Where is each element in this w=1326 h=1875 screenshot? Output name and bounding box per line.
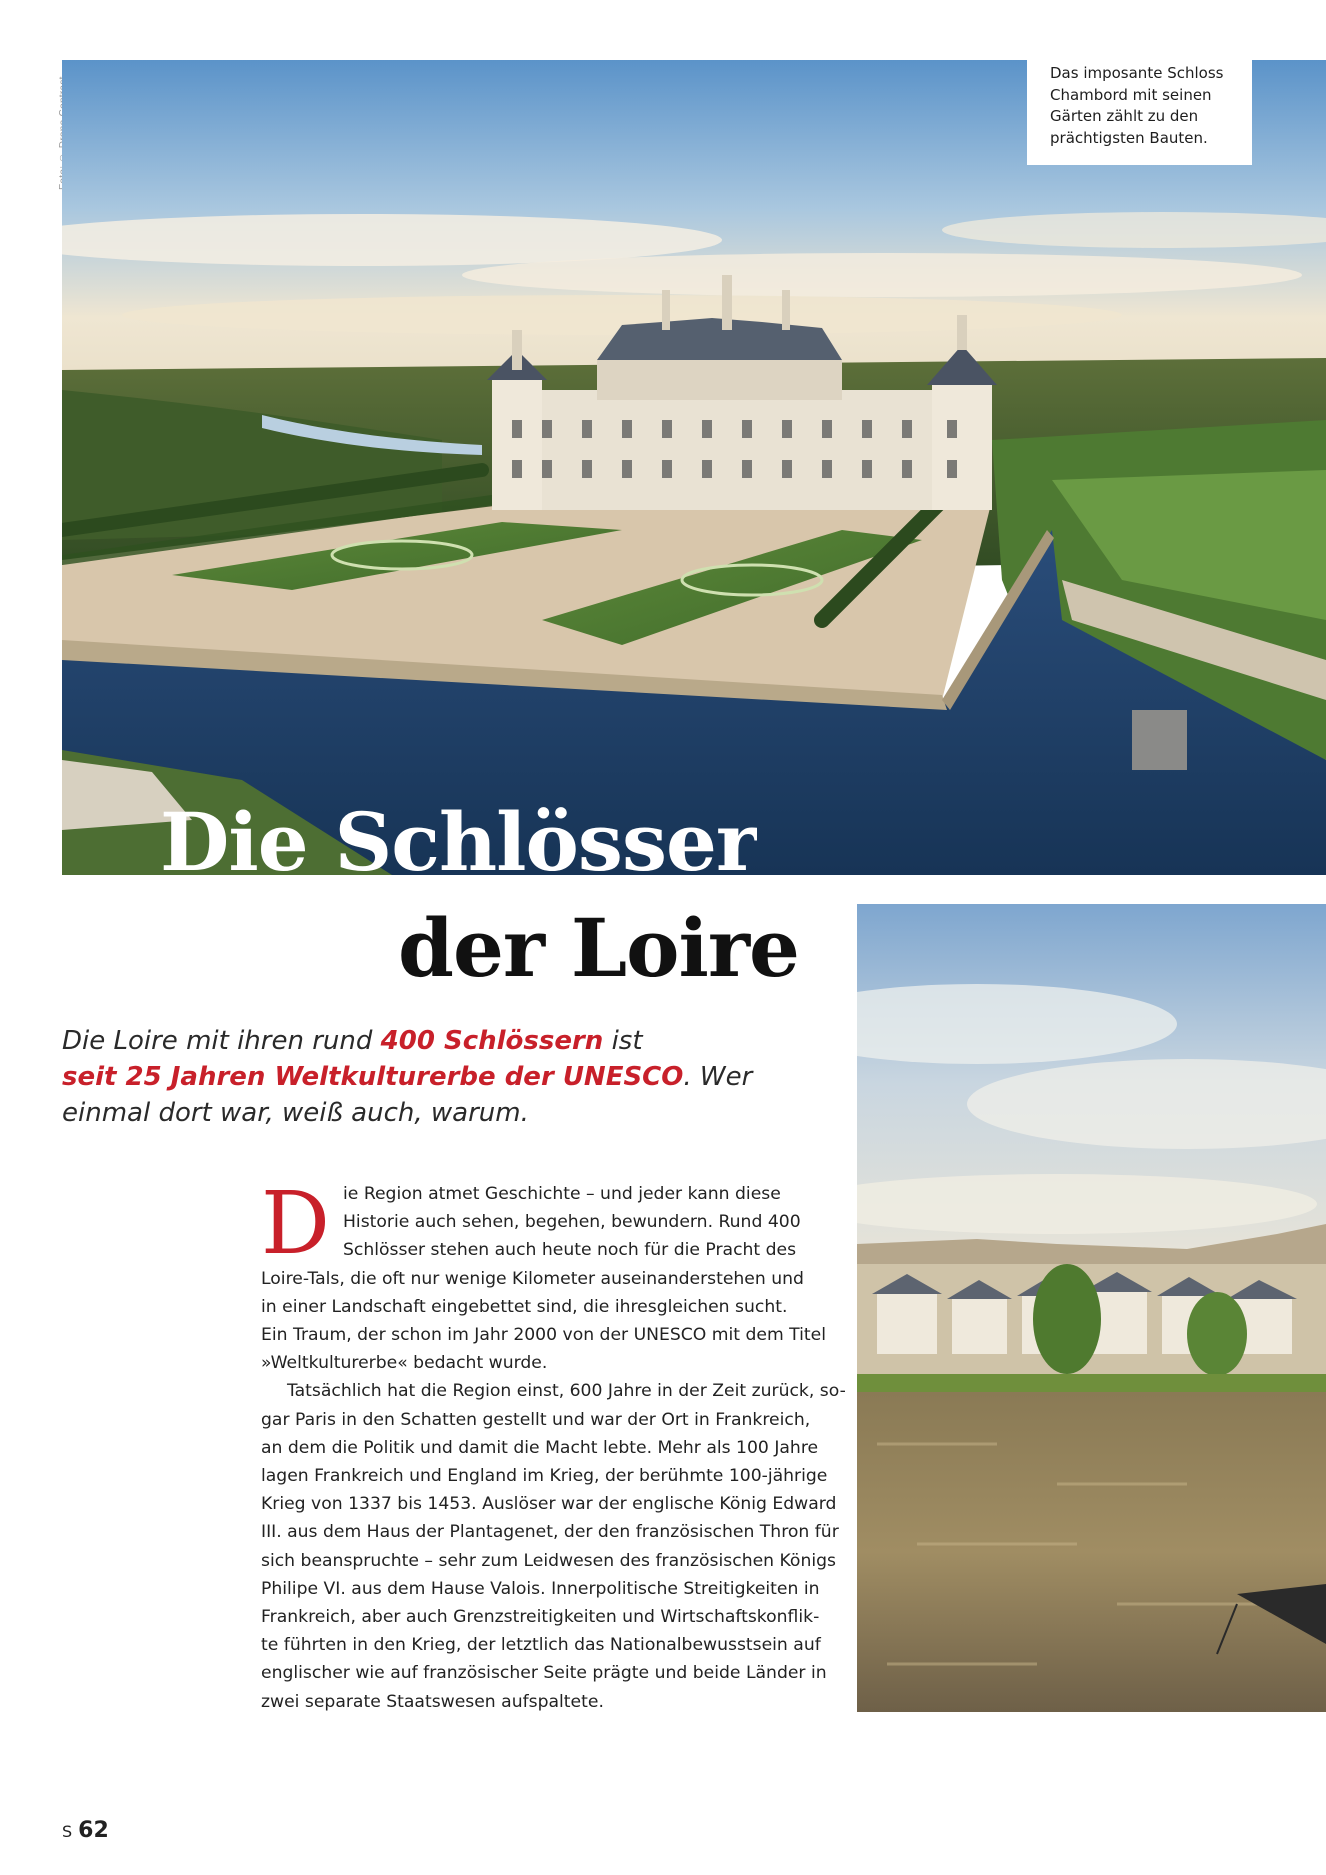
headline-line-2: der Loire xyxy=(398,901,799,995)
body-line: englischer wie auf französischer Seite prägte und beide Länder in xyxy=(261,1663,827,1684)
intro-highlight: seit 25 Jahren Weltkulturerbe der UNESCO xyxy=(62,1062,684,1092)
intro-line-3: einmal dort war, weiß auch, warum. xyxy=(62,1098,529,1128)
page-number xyxy=(62,1818,109,1843)
caption-line: Chambord mit seinen xyxy=(1050,85,1212,104)
body-line: Frankreich, aber auch Grenzstreitigkeiten und Wirtschaftskonflik- xyxy=(261,1607,820,1628)
intro-text: Die Loire mit ihren rund xyxy=(62,1026,381,1056)
body-line: Schlösser stehen auch heute noch für die Pracht des xyxy=(343,1240,797,1261)
loire-riverside-image xyxy=(857,904,1326,1712)
intro-line-2 xyxy=(62,1059,753,1095)
headline-line-1: Die Schlösser xyxy=(160,795,758,876)
body-line: gar Paris in den Schatten gestellt und war der Ort in Frankreich, xyxy=(261,1409,811,1430)
body-line: Krieg von 1337 bis 1453. Auslöser war der englische König Edward xyxy=(261,1494,837,1515)
page-prefix: S xyxy=(62,1822,73,1841)
body-line: sich beanspruchte – sehr zum Leidwesen des französischen Königs xyxy=(261,1550,836,1571)
body-line: III. aus dem Haus der Plantagenet, der den französischen Thron für xyxy=(261,1522,839,1543)
intro-line-1 xyxy=(62,1023,702,1059)
body-line: Philipe VI. aus dem Hause Valois. Innerpolitische Streitigkeiten in xyxy=(261,1578,820,1599)
body-line: »Weltkulturerbe« bedacht wurde. xyxy=(261,1353,548,1374)
body-line: zwei separate Staatswesen aufspaltete. xyxy=(261,1691,604,1712)
body-line: ie Region atmet Geschichte – und jeder kann diese xyxy=(343,1184,781,1204)
drop-cap: D xyxy=(261,1174,330,1274)
body-line: lagen Frankreich und England im Krieg, der berühmte 100-jährige xyxy=(261,1466,828,1487)
riverside-town-photo xyxy=(857,904,1326,1712)
intro-highlight: 400 Schlössern xyxy=(380,1026,604,1056)
intro-text: . Wer xyxy=(683,1062,753,1092)
chambord-aerial-image xyxy=(62,60,1326,875)
page-number-value: 62 xyxy=(78,1818,109,1843)
article-body xyxy=(261,1174,846,1716)
intro-lead xyxy=(62,1023,753,1131)
photo-caption xyxy=(1027,60,1252,165)
body-line: Historie auch sehen, begehen, bewundern. Rund 400 xyxy=(343,1212,801,1233)
body-line: Ein Traum, der schon im Jahr 2000 von der UNESCO mit dem Titel xyxy=(261,1325,827,1346)
caption-line: Das imposante Schloss xyxy=(1050,64,1224,82)
body-line: Tatsächlich hat die Region einst, 600 Jahre in der Zeit zurück, so- xyxy=(287,1381,846,1402)
body-line: te führten in den Krieg, der letztlich das Nationalbewusstsein auf xyxy=(261,1635,821,1656)
body-line: in einer Landschaft eingebettet sind, die ihresgleichen sucht. xyxy=(261,1296,788,1317)
body-line: an dem die Politik und damit die Macht lebte. Mehr als 100 Jahre xyxy=(261,1437,819,1458)
caption-line: Gärten zählt zu den xyxy=(1050,107,1199,125)
body-line: Loire-Tals, die oft nur wenige Kilometer auseinanderstehen und xyxy=(261,1268,804,1289)
caption-line: prächtigsten Bauten. xyxy=(1050,128,1208,147)
intro-text: ist xyxy=(603,1026,643,1056)
hero-photo-chambord xyxy=(62,60,1326,875)
